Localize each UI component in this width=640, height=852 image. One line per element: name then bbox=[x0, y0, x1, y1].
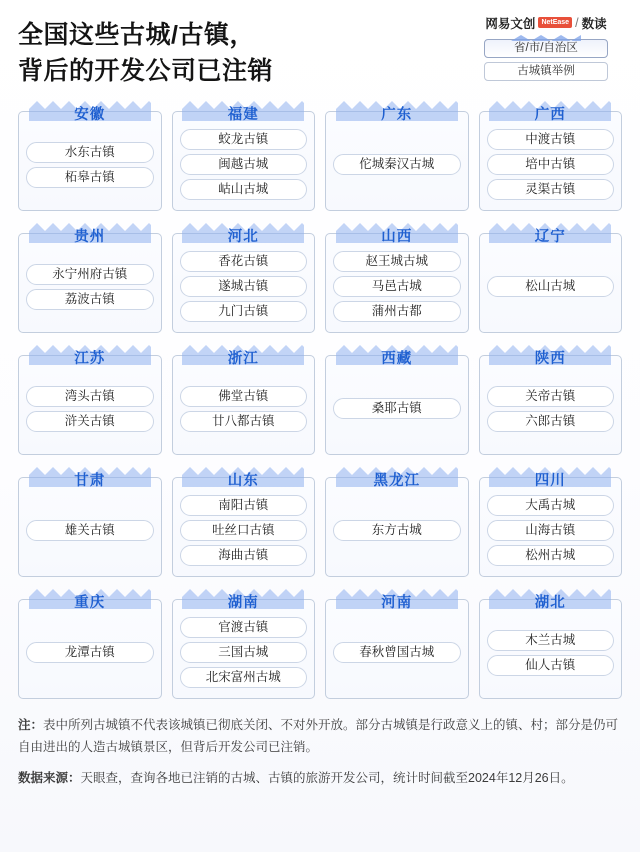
province-card-body bbox=[479, 595, 623, 699]
town-list bbox=[487, 125, 615, 200]
province-card-body bbox=[325, 595, 469, 699]
town-list bbox=[180, 247, 308, 322]
province-name: 河北 bbox=[227, 229, 259, 245]
header bbox=[18, 0, 622, 92]
town-item: 蒲州古都 bbox=[333, 301, 461, 322]
province-card bbox=[325, 98, 469, 211]
province-card-body bbox=[18, 473, 162, 577]
province-card-body bbox=[172, 351, 316, 455]
province-name: 山东 bbox=[227, 473, 259, 489]
town-item: 六郎古镇 bbox=[487, 411, 615, 432]
province-card-header bbox=[480, 587, 622, 609]
province-card bbox=[18, 342, 162, 455]
town-item: 桑耶古镇 bbox=[333, 398, 461, 419]
town-item: 永宁州府古镇 bbox=[26, 264, 154, 285]
province-card-header bbox=[173, 343, 315, 365]
town-list bbox=[333, 150, 461, 175]
footnotes bbox=[18, 715, 622, 790]
province-card bbox=[325, 464, 469, 577]
province-card-header bbox=[326, 465, 468, 487]
province-card-header bbox=[19, 587, 161, 609]
town-list bbox=[26, 638, 154, 663]
roof-icon bbox=[511, 34, 581, 41]
province-card-header bbox=[173, 99, 315, 121]
town-item: 三国古城 bbox=[180, 642, 308, 663]
province-card-header bbox=[19, 465, 161, 487]
town-item: 九门古镇 bbox=[180, 301, 308, 322]
province-card-header bbox=[173, 587, 315, 609]
town-item: 大禹古城 bbox=[487, 495, 615, 516]
town-list bbox=[26, 382, 154, 432]
province-card-body bbox=[325, 351, 469, 455]
province-card bbox=[18, 98, 162, 211]
town-item: 仙人古镇 bbox=[487, 655, 615, 676]
province-card-header bbox=[173, 221, 315, 243]
province-card-header bbox=[19, 343, 161, 365]
province-card-body bbox=[172, 229, 316, 333]
town-item: 赵王城古城 bbox=[333, 251, 461, 272]
province-name: 西藏 bbox=[381, 351, 413, 367]
province-card-header bbox=[480, 465, 622, 487]
town-item: 浒关古镇 bbox=[26, 411, 154, 432]
brand-name-left: 网易文创 bbox=[485, 17, 536, 31]
province-card bbox=[479, 220, 623, 333]
province-name: 福建 bbox=[227, 107, 259, 123]
province-card bbox=[479, 342, 623, 455]
town-item: 廿八都古镇 bbox=[180, 411, 308, 432]
province-name: 湖南 bbox=[227, 595, 259, 611]
province-name: 江苏 bbox=[74, 351, 106, 367]
province-card-body bbox=[325, 107, 469, 211]
province-name: 四川 bbox=[534, 473, 566, 489]
town-item: 蛟龙古镇 bbox=[180, 129, 308, 150]
province-card bbox=[325, 342, 469, 455]
brand-separator: / bbox=[575, 16, 579, 30]
town-item: 水东古镇 bbox=[26, 142, 154, 163]
province-card-header bbox=[326, 343, 468, 365]
legend-label-region: 省/市/自治区 bbox=[514, 42, 578, 54]
province-card-header bbox=[19, 221, 161, 243]
town-item: 木兰古城 bbox=[487, 630, 615, 651]
town-list bbox=[333, 638, 461, 663]
brand-badge: NetEase bbox=[538, 17, 572, 28]
town-item: 湾头古镇 bbox=[26, 386, 154, 407]
province-card-body bbox=[18, 351, 162, 455]
town-item: 培中古镇 bbox=[487, 154, 615, 175]
brand-block bbox=[470, 14, 622, 81]
town-item: 海曲古镇 bbox=[180, 545, 308, 566]
province-card bbox=[172, 98, 316, 211]
page-title-line-2: 背后的开发公司已注销 bbox=[18, 56, 274, 85]
province-card bbox=[18, 220, 162, 333]
province-card-header bbox=[480, 99, 622, 121]
town-item: 佗城秦汉古城 bbox=[333, 154, 461, 175]
town-item: 雄关古镇 bbox=[26, 520, 154, 541]
note-row bbox=[18, 715, 622, 758]
province-card-body bbox=[172, 473, 316, 577]
town-item: 龙潭古镇 bbox=[26, 642, 154, 663]
town-item: 松州古城 bbox=[487, 545, 615, 566]
province-name: 广东 bbox=[381, 107, 413, 123]
town-item: 吐丝口古镇 bbox=[180, 520, 308, 541]
province-card-body bbox=[479, 229, 623, 333]
note-label: 注： bbox=[18, 718, 44, 732]
town-item: 遂城古镇 bbox=[180, 276, 308, 297]
province-card-body bbox=[479, 473, 623, 577]
province-card bbox=[479, 464, 623, 577]
province-name: 河南 bbox=[381, 595, 413, 611]
province-card bbox=[18, 586, 162, 699]
town-list bbox=[487, 626, 615, 676]
province-card bbox=[479, 586, 623, 699]
province-name: 湖北 bbox=[534, 595, 566, 611]
province-card-body bbox=[18, 229, 162, 333]
town-list bbox=[180, 382, 308, 432]
province-name: 陕西 bbox=[534, 351, 566, 367]
town-list bbox=[180, 491, 308, 566]
province-name: 甘肃 bbox=[74, 473, 106, 489]
legend-label-town: 古城镇举例 bbox=[517, 65, 575, 77]
town-item: 春秋曾国古城 bbox=[333, 642, 461, 663]
town-list bbox=[333, 247, 461, 322]
legend-item-town bbox=[484, 62, 608, 81]
town-list bbox=[333, 516, 461, 541]
town-list bbox=[487, 491, 615, 566]
province-card-header bbox=[326, 587, 468, 609]
town-item: 官渡古镇 bbox=[180, 617, 308, 638]
page-title-line-1: 全国这些古城/古镇， bbox=[18, 21, 255, 49]
town-item: 北宋富州古城 bbox=[180, 667, 308, 688]
town-item: 山海古镇 bbox=[487, 520, 615, 541]
town-item: 佛堂古镇 bbox=[180, 386, 308, 407]
town-list bbox=[26, 138, 154, 188]
town-list bbox=[180, 125, 308, 200]
province-card-header bbox=[326, 221, 468, 243]
province-card-body bbox=[172, 107, 316, 211]
province-name: 辽宁 bbox=[534, 229, 566, 245]
town-item: 关帝古镇 bbox=[487, 386, 615, 407]
province-card-header bbox=[326, 99, 468, 121]
brand-logo bbox=[470, 14, 622, 32]
town-list bbox=[487, 272, 615, 297]
province-card-header bbox=[480, 343, 622, 365]
province-card bbox=[325, 586, 469, 699]
province-card-body bbox=[479, 351, 623, 455]
town-list bbox=[26, 516, 154, 541]
province-card-body bbox=[479, 107, 623, 211]
legend bbox=[470, 39, 622, 81]
province-grid bbox=[18, 98, 622, 699]
province-card bbox=[172, 220, 316, 333]
legend-item-region bbox=[484, 39, 608, 58]
brand-name-right: 数读 bbox=[581, 17, 607, 31]
province-card-body bbox=[325, 473, 469, 577]
town-item: 松山古城 bbox=[487, 276, 615, 297]
town-item: 岵山古城 bbox=[180, 179, 308, 200]
province-name: 重庆 bbox=[74, 595, 106, 611]
province-card-header bbox=[173, 465, 315, 487]
page-title bbox=[18, 18, 448, 89]
province-card-body bbox=[325, 229, 469, 333]
town-list bbox=[487, 382, 615, 432]
province-card-header bbox=[19, 99, 161, 121]
town-item: 南阳古镇 bbox=[180, 495, 308, 516]
province-card-body bbox=[18, 595, 162, 699]
province-card-body bbox=[18, 107, 162, 211]
town-item: 灵渠古镇 bbox=[487, 179, 615, 200]
province-card-body bbox=[172, 595, 316, 699]
province-name: 浙江 bbox=[227, 351, 259, 367]
province-card bbox=[479, 98, 623, 211]
province-card-header bbox=[480, 221, 622, 243]
province-card bbox=[325, 220, 469, 333]
note-text: 表中所列古城镇不代表该城镇已彻底关闭、不对外开放。部分古城镇是行政意义上的镇、村；部分是仍可自由进出的人造古城镇景区，但背后开发公司已注销。 bbox=[18, 718, 619, 754]
source-text: 天眼查，查询各地已注销的古城、古镇的旅游开发公司，统计时间截至2024年12月26日。 bbox=[80, 771, 574, 785]
province-name: 黑龙江 bbox=[373, 473, 420, 489]
province-name: 广西 bbox=[534, 107, 566, 123]
town-item: 东方古城 bbox=[333, 520, 461, 541]
town-item: 柘皋古镇 bbox=[26, 167, 154, 188]
town-item: 中渡古镇 bbox=[487, 129, 615, 150]
province-name: 山西 bbox=[381, 229, 413, 245]
town-item: 马邑古城 bbox=[333, 276, 461, 297]
province-card bbox=[172, 464, 316, 577]
town-list bbox=[26, 260, 154, 310]
source-row bbox=[18, 768, 622, 790]
province-name: 贵州 bbox=[74, 229, 106, 245]
town-list bbox=[180, 613, 308, 688]
province-card bbox=[172, 342, 316, 455]
province-card bbox=[18, 464, 162, 577]
town-item: 香花古镇 bbox=[180, 251, 308, 272]
town-item: 荔波古镇 bbox=[26, 289, 154, 310]
town-item: 闽越古城 bbox=[180, 154, 308, 175]
province-name: 安徽 bbox=[74, 107, 106, 123]
town-list bbox=[333, 394, 461, 419]
source-label: 数据来源： bbox=[18, 771, 81, 785]
province-card bbox=[172, 586, 316, 699]
